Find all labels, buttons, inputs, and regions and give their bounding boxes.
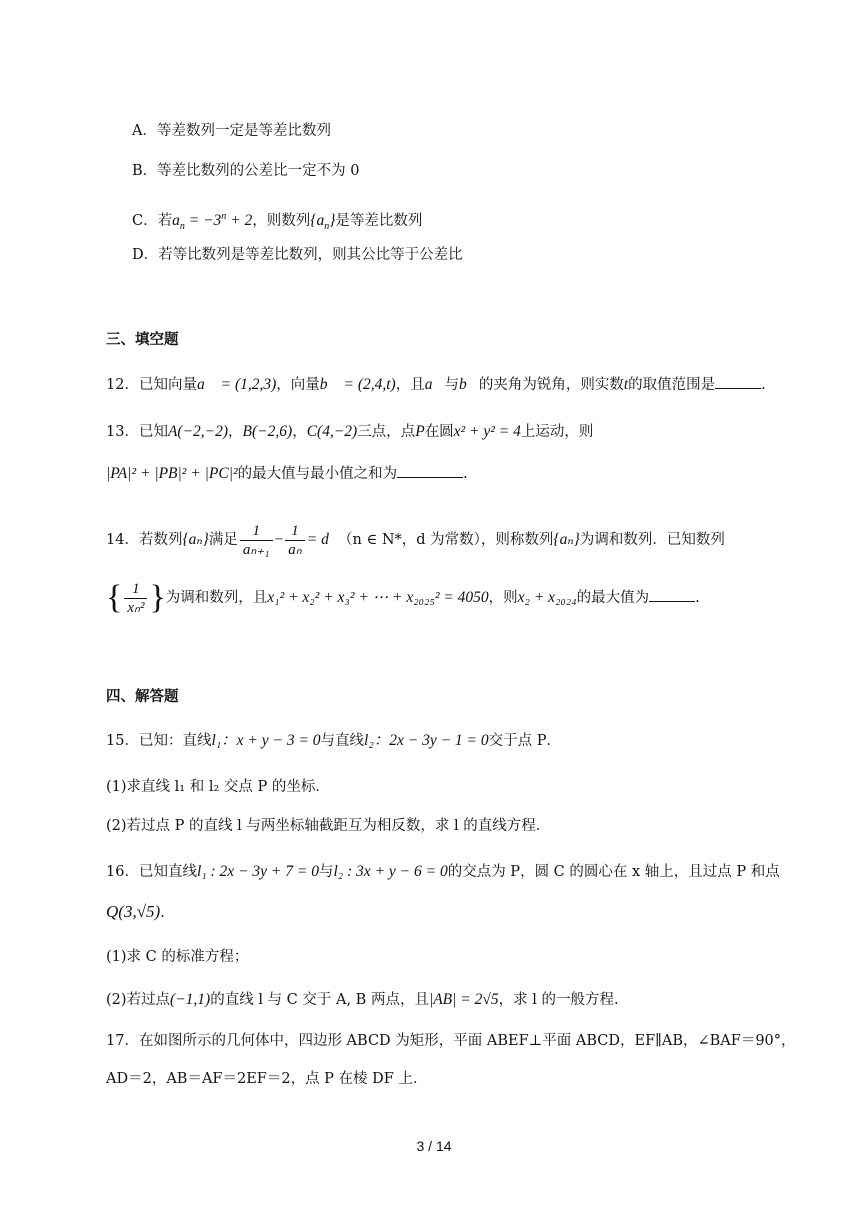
q13-expression: |PA|² + |PB|² + |PC|² bbox=[106, 465, 238, 482]
q12-mid2: ，且 bbox=[395, 377, 425, 393]
q14-end: . bbox=[695, 590, 700, 606]
q12-mid1: ，向量 bbox=[276, 377, 320, 393]
option-a: A．等差数列一定是等差比数列 bbox=[132, 123, 331, 139]
section-4-title: 四、解答题 bbox=[106, 689, 179, 705]
q12-prefix: 12．已知向量 bbox=[106, 377, 197, 393]
q16-sub2 bbox=[106, 990, 619, 1010]
q12-end: . bbox=[761, 377, 766, 393]
q13-answer-blank[interactable] bbox=[397, 463, 463, 478]
q14-seq2: {aₙ} bbox=[553, 531, 580, 548]
q15-l1: l₁ bbox=[211, 732, 222, 749]
q16-sub2-suffix: ，求 l 的一般方程. bbox=[498, 992, 619, 1008]
q13-circle: x² + y² = 4 bbox=[453, 423, 521, 440]
q14-line2-suffix: 的最大值为 bbox=[576, 590, 650, 606]
q13-point-a: A(−2,−2) bbox=[167, 423, 229, 440]
question-14-line1: 14．若数列{aₙ}满足 $\frac{1}{\text{aₙ₊₁}}$ − $\frac{1}{\text{aₙ}}$ = d （n ∈ N*，d 为常数），则称数列{aₙ}为调和数列．已知数列 bbox=[106, 522, 725, 558]
q13-suffix: 上运动，则 bbox=[520, 424, 594, 440]
q12-t: t bbox=[623, 376, 629, 393]
q14-line2-mid: 为调和数列，且 bbox=[165, 590, 268, 606]
q13-p: P bbox=[415, 423, 425, 440]
option-c bbox=[132, 207, 422, 237]
q13-prefix: 13．已知 bbox=[106, 424, 168, 440]
q14-answer-blank[interactable] bbox=[649, 587, 695, 602]
q16-point-q: Q(3,√5) bbox=[106, 902, 161, 921]
question-15 bbox=[106, 731, 561, 751]
q14-line2-mid2: ，则 bbox=[488, 590, 518, 606]
q16-sub2-ab: |AB| = 2√5 bbox=[428, 991, 499, 1008]
q14-mid: 满足 bbox=[208, 532, 238, 548]
q16-sub1: (1)求 C 的标准方程； bbox=[106, 949, 249, 965]
q15-sub1: (1)求直线 l₁ 和 l₂ 交点 P 的坐标． bbox=[106, 779, 330, 795]
option-c-seq: $\{a_n\}$ bbox=[310, 212, 336, 233]
q15-sub2: (2)若过点 P 的直线 l 与两坐标轴截距互为相反数，求 l 的直线方程． bbox=[106, 818, 551, 834]
page-number: 3 / 14 bbox=[416, 1138, 452, 1154]
q15-mid: 与直线 bbox=[320, 733, 365, 749]
q12-b-symbol: b⃗ bbox=[459, 376, 479, 393]
q14-sum: x₁² + x₂² + x₃² + ⋯ + x₂₀₂₅² = 4050 bbox=[267, 589, 489, 606]
section-3-title: 三、填空题 bbox=[106, 332, 179, 348]
q14-fraction-2: $\frac{1}{\text{aₙ}}$ bbox=[285, 522, 304, 559]
q16-q-end: . bbox=[160, 905, 165, 921]
q14-eq: = d bbox=[306, 531, 329, 548]
q15-suffix: 交于点 P． bbox=[488, 733, 562, 749]
option-c-suffix: 是等差比数列 bbox=[335, 213, 423, 230]
q12-mid4: 的夹角为锐角，则实数 bbox=[478, 377, 624, 393]
q16-prefix: 16．已知直线 bbox=[106, 864, 197, 880]
q12-a-symbol: a⃗ bbox=[424, 376, 445, 393]
q14-suffix: 为调和数列．已知数列 bbox=[579, 532, 725, 548]
q13-mid2: 在圆 bbox=[424, 424, 454, 440]
question-14-line2: { $\frac{1}{\text{xₙ²}}$ }为调和数列，且x₁² + x₂² + x₃² + ⋯ + x₂₀₂₅² = 4050，则x₂ + x₂₀₂₄的最大值为 . bbox=[106, 579, 700, 616]
q14-fraction-seq: $\frac{1}{\text{xₙ²}}$ bbox=[124, 580, 147, 617]
q12-answer-blank[interactable] bbox=[715, 374, 761, 389]
q17-line1: 17．在如图所示的几何体中，四边形 ABCD 为矩形，平面 ABEF⊥平面 ABCD，EF∥AB，∠BAF＝90°， bbox=[106, 1033, 796, 1049]
q16-point-q-line bbox=[106, 902, 165, 923]
question-12 bbox=[106, 374, 766, 395]
q17-line2: AD＝2，AB＝AF＝2EF＝2，点 P 在棱 DF 上． bbox=[106, 1071, 428, 1087]
q16-suffix: 的交点为 P，圆 C 的圆心在 x 轴上，且过点 P 和点 bbox=[447, 864, 780, 880]
question-13-line2 bbox=[106, 463, 468, 484]
q16-l1: l₁ : 2x − 3y + 7 = 0 bbox=[196, 863, 319, 880]
option-c-formula: $a_n = -3^n + 2$ bbox=[172, 211, 253, 233]
q15-l2: l₂ bbox=[364, 732, 374, 749]
q12-vector-a: a⃗ = (1,2,3) bbox=[196, 376, 277, 393]
q16-sub2-point: (−1,1) bbox=[170, 991, 211, 1008]
q15-l2-eq: ：2x − 3y − 1 = 0 bbox=[373, 732, 489, 749]
option-c-prefix: C．若 bbox=[132, 213, 173, 230]
q16-sub2-prefix: (2)若过点 bbox=[106, 992, 171, 1008]
option-c-mid: ，则数列 bbox=[252, 213, 311, 230]
q15-l1-eq: ：x + y − 3 = 0 bbox=[221, 732, 321, 749]
q12-mid3: 与 bbox=[444, 377, 460, 393]
q14-target: x₂ + x₂₀₂₄ bbox=[517, 589, 577, 606]
question-16 bbox=[106, 862, 780, 882]
q14-seq: {aₙ} bbox=[182, 531, 209, 548]
option-b: B．等差比数列的公差比一定不为 0 bbox=[132, 163, 360, 179]
q13-end: . bbox=[463, 466, 468, 482]
q16-sub2-mid: 的直线 l 与 C 交于 A, B 两点，且 bbox=[210, 992, 429, 1008]
question-13-line1: 13．已知A(−2,−2)，B(−2,6)，C(4,−2)三点，点P在圆x² + y² = 4上运动，则 bbox=[106, 423, 594, 440]
q13-mid: 三点，点 bbox=[357, 424, 416, 440]
q14-prefix: 14．若数列 bbox=[106, 532, 183, 548]
q12-suffix: 的取值范围是 bbox=[628, 377, 716, 393]
q14-condition: （n ∈ N*，d 为常数），则称数列 bbox=[338, 532, 554, 548]
q12-vector-b: b⃗ = (2,4,t) bbox=[319, 376, 396, 393]
q13-point-b: B(−2,6) bbox=[242, 423, 293, 440]
q15-prefix: 15．已知：直线 bbox=[106, 733, 212, 749]
q16-mid: 与 bbox=[318, 864, 334, 880]
q16-l2: l₂ : 3x + y − 6 = 0 bbox=[333, 863, 448, 880]
q14-fraction-1: $\frac{1}{\text{aₙ₊₁}}$ bbox=[240, 522, 273, 559]
option-d: D．若等比数列是等差比数列，则其公比等于公差比 bbox=[132, 247, 463, 263]
q13-line2-text: 的最大值与最小值之和为 bbox=[237, 466, 398, 482]
q13-point-c: C(4,−2) bbox=[306, 423, 358, 440]
